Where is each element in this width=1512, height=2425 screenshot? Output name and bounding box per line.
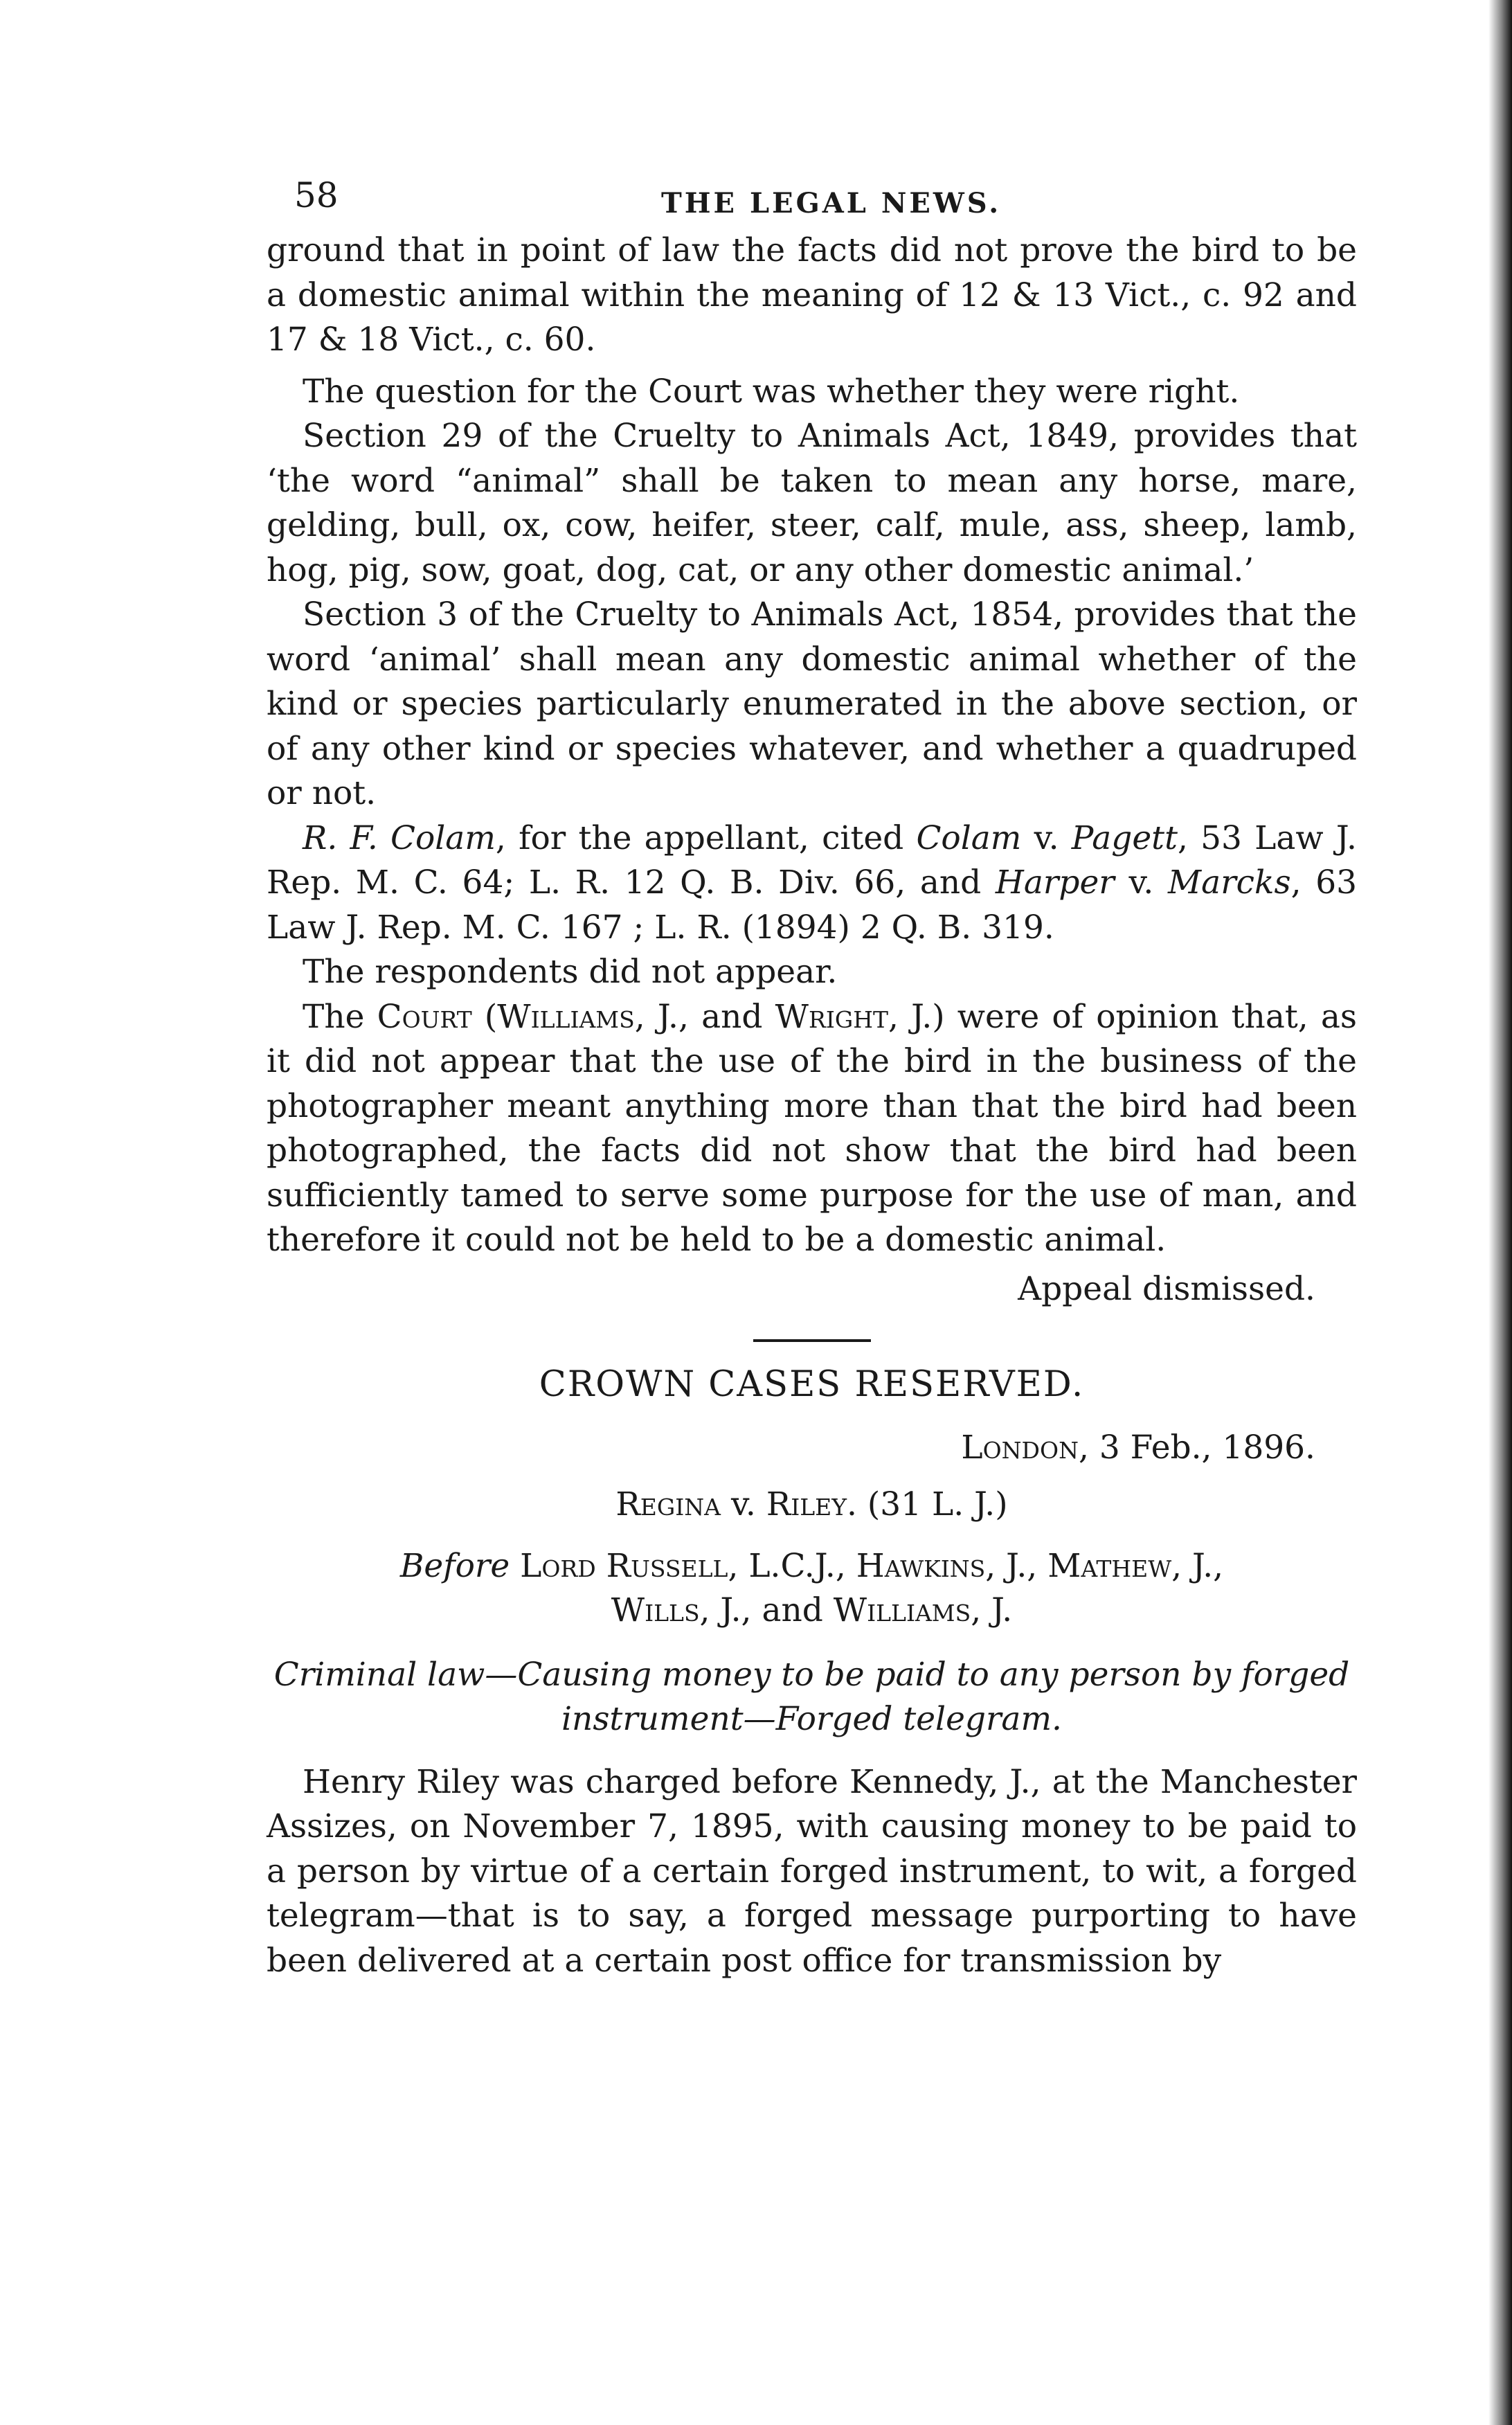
page-header [267,173,1357,229]
case-party: Regina [615,1485,721,1523]
case-reference: . (31 L. J.) [847,1485,1008,1523]
paragraph-case-facts: Henry Riley was charged before Kennedy, J., at the Manchester Assizes, on November 7, 1895, with causing money to be paid to a person by virtue of a certain forged instrument, to wit, a forged telegram—that is to say, a forged message purporting to have been delivered at a certain post office for transmission by [267,1762,1357,1980]
case-name: Marcks [1168,863,1291,902]
judge-name: Wright [775,997,889,1036]
before-label: Before [399,1546,510,1585]
paragraph-court-opinion [267,995,1357,1263]
judge-name: Williams [497,997,635,1036]
judge-name: Williams [833,1591,971,1629]
paragraph-continuation: ground that in point of law the facts did not prove the bird to be a domestic animal within the meaning of 12 & 13 Vict., c. 92 and 17 & 18 Vict., c. 60. [267,231,1357,359]
judge-suffix: , J., [985,1546,1048,1585]
court-name: Court [377,997,472,1036]
headnote: Criminal law—Causing money to be paid to any person by forged instrument—Forged telegram. [273,1655,1350,1738]
case-title [267,1483,1357,1528]
page [267,173,1357,1983]
versus: v. [1021,818,1072,857]
citation-text: , 53 Law J. Rep. M. C. 64; L. R. 12 Q. B. Div. 66, and [267,818,1357,902]
section-title: CROWN CASES RESERVED. [539,1364,1085,1405]
running-title: THE LEGAL NEWS. [661,187,1002,220]
paragraph-section-3: Section 3 of the Cruelty to Animals Act, 1854, provides that the word ‘animal’ shall mean any domestic animal whether of the kind or species particularly enumerated in the above section, or of any other kind or species whatever, and whether a quadruped or not. [267,596,1357,812]
citation-text: , for the appellant, cited [495,818,917,857]
judge-suffix: , J. [971,1591,1013,1629]
page-number: 58 [294,175,339,215]
opinion-text: , J., and [634,997,775,1036]
case-name: Harper [995,863,1115,902]
dateline [267,1426,1357,1471]
judge-name: Wills [611,1591,700,1629]
paragraph-respondents: The respondents did not appear. [303,953,838,991]
opinion-text: ( [471,997,498,1036]
date-text: , 3 Feb., 1896. [1078,1428,1315,1467]
paragraph-section-29: Section 29 of the Cruelty to Animals Act, 1849, provides that ‘the word “animal” shall be taken to mean any horse, mare, gelding, bull, ox, cow, heifer, steer, calf, mule, ass, sheep, lamb, hog, pig, sow, goat, dog, cat, or any other domestic animal.’ [267,417,1357,589]
judge-suffix: , J., [1171,1546,1224,1585]
paragraph-question: The question for the Court was whether they were right. [303,372,1240,411]
case-party: Riley [766,1485,847,1523]
counsel-name: R. F. Colam [303,818,496,857]
judge-name: Lord Russell [520,1546,728,1585]
opinion-text: , J.) were of opinion that, as it did not appear that the use of the bird in the business of the photographer meant anything more than that the bird had been photographed, the facts did not show that the bird had been sufficiently tamed to serve some purpose for the use of man, and therefore it could not be held to be a domestic animal. [267,997,1358,1259]
case-name: Colam [916,818,1022,857]
opinion-text: The [303,997,377,1036]
appeal-result: Appeal dismissed. [1018,1269,1315,1308]
paragraph-citations [267,816,1357,951]
case-name: Pagett [1071,818,1178,857]
bench [267,1544,1357,1634]
section-divider [753,1339,871,1342]
versus: v. [721,1485,766,1523]
versus: v. [1114,863,1169,902]
judge-suffix: , L.C.J., [728,1546,856,1585]
judge-name: Mathew [1047,1546,1172,1585]
judge-name: Hawkins [856,1546,986,1585]
judge-suffix: , J., and [699,1591,834,1629]
place-name: London [961,1428,1079,1467]
page-edge-shadow [1488,0,1512,2425]
citation-text: , 63 Law J. Rep. M. C. 167 ; L. R. (1894) 2 Q. B. 319. [267,863,1358,947]
